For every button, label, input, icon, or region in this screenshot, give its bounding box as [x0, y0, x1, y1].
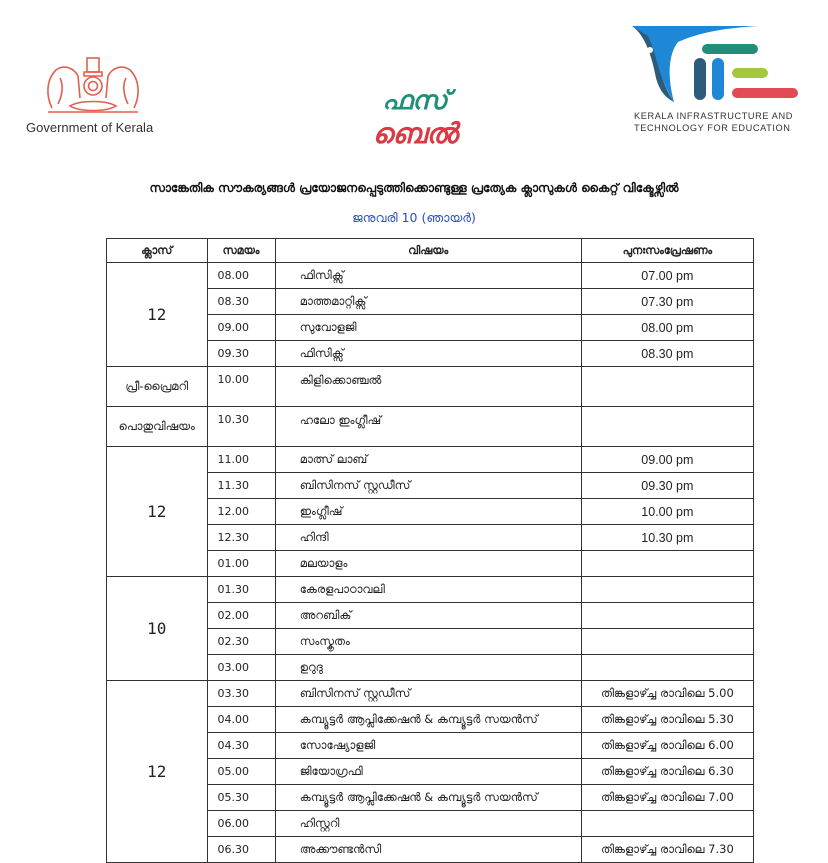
- time-cell: 10.30: [207, 407, 275, 447]
- subject-cell: കിളിക്കൊഞ്ചൽ: [275, 367, 581, 407]
- kite-logo-text: [634, 110, 793, 134]
- gov-label: Government of Kerala: [26, 120, 154, 135]
- time-cell: 03.00: [207, 655, 275, 681]
- time-cell: 03.30: [207, 681, 275, 707]
- header-time: സമയം: [207, 239, 275, 263]
- time-cell: 11.30: [207, 473, 275, 499]
- first-bell-logo: [355, 85, 475, 160]
- kite-text-line2: TECHNOLOGY FOR EDUCATION: [634, 123, 791, 133]
- schedule-body: [107, 263, 754, 863]
- time-cell: 12.30: [207, 525, 275, 551]
- time-cell: 09.00: [207, 315, 275, 341]
- time-cell: 05.30: [207, 785, 275, 811]
- subject-cell: ഹലോ ഇംഗ്ലീഷ്: [275, 407, 581, 447]
- subject-cell: അറബിക്: [275, 603, 581, 629]
- subject-cell: സോഷ്യോളജി: [275, 733, 581, 759]
- table-row: [107, 407, 754, 447]
- class-cell: 10: [107, 577, 208, 681]
- subject-cell: മലയാളം: [275, 551, 581, 577]
- time-cell: 10.00: [207, 367, 275, 407]
- subject-cell: ഇംഗ്ലീഷ്: [275, 499, 581, 525]
- subject-cell: ജിയോഗ്രഫി: [275, 759, 581, 785]
- rerun-cell: [581, 551, 753, 577]
- rerun-cell: 10.30 pm: [581, 525, 753, 551]
- time-cell: 09.30: [207, 341, 275, 367]
- rerun-cell: [581, 629, 753, 655]
- class-cell: 12: [107, 681, 208, 863]
- subject-cell: കമ്പ്യൂട്ടർ ആപ്ലിക്കേഷൻ & കമ്പ്യൂട്ടർ സയൻസ്: [275, 785, 581, 811]
- subject-cell: ഉറുദു: [275, 655, 581, 681]
- time-cell: 01.00: [207, 551, 275, 577]
- time-cell: 01.30: [207, 577, 275, 603]
- header-subject: വിഷയം: [275, 239, 581, 263]
- first-bell-logo-line1: ഫസ്: [382, 86, 448, 116]
- rerun-cell: തിങ്കളാഴ്ച്ച രാവിലെ 6.00: [581, 733, 753, 759]
- rerun-cell: 09.30 pm: [581, 473, 753, 499]
- subject-cell: സംസ്കൃതം: [275, 629, 581, 655]
- rerun-cell: തിങ്കളാഴ്ച്ച രാവിലെ 5.00: [581, 681, 753, 707]
- kite-text-line1: KERALA INFRASTRUCTURE AND: [634, 111, 793, 121]
- rerun-cell: [581, 407, 753, 447]
- time-cell: 02.30: [207, 629, 275, 655]
- table-row: [107, 447, 754, 473]
- rerun-cell: തിങ്കളാഴ്ച്ച രാവിലെ 6.30: [581, 759, 753, 785]
- class-cell: പ്രീ-പ്രൈമറി: [107, 367, 208, 407]
- rerun-cell: തിങ്കളാഴ്ച്ച രാവിലെ 7.30: [581, 837, 753, 863]
- time-cell: 02.00: [207, 603, 275, 629]
- subject-cell: കമ്പ്യൂട്ടർ ആപ്ലിക്കേഷൻ & കമ്പ്യൂട്ടർ സയൻസ്: [275, 707, 581, 733]
- table-row: [107, 367, 754, 407]
- subject-cell: അക്കൗണ്ടൻസി: [275, 837, 581, 863]
- subject-cell: ഹിന്ദി: [275, 525, 581, 551]
- time-cell: 06.30: [207, 837, 275, 863]
- rerun-cell: 07.00 pm: [581, 263, 753, 289]
- time-cell: 08.30: [207, 289, 275, 315]
- table-row: [107, 263, 754, 289]
- rerun-cell: തിങ്കളാഴ്ച്ച രാവിലെ 5.30: [581, 707, 753, 733]
- time-cell: 11.00: [207, 447, 275, 473]
- subject-cell: ഫിസിക്സ്: [275, 341, 581, 367]
- page-title: സാങ്കേതിക സൗകര്യങ്ങൾ പ്രയോജനപ്പെടുത്തിക്കൊണ്ടുള്ള പ്രത്യേക ക്ലാസുകൾ കൈറ്റ് വിക്ടേഴ്സിൽ: [149, 181, 679, 195]
- header-rerun: പുനഃസംപ്രേഷണം: [581, 239, 753, 263]
- subject-cell: മാത്തമാറ്റിക്സ്: [275, 289, 581, 315]
- subject-cell: സുവോളജി: [275, 315, 581, 341]
- schedule-date: ജനുവരി 10 (ഞായർ): [352, 210, 476, 225]
- rerun-cell: [581, 655, 753, 681]
- class-cell: 12: [107, 263, 208, 367]
- time-cell: 04.30: [207, 733, 275, 759]
- first-bell-logo-line2: ബെൽ: [372, 117, 458, 150]
- kite-logo-icon: [630, 22, 800, 104]
- table-row: [107, 577, 754, 603]
- class-cell: 12: [107, 447, 208, 577]
- schedule-table: [106, 238, 754, 863]
- subject-cell: ഹിസ്റ്ററി: [275, 811, 581, 837]
- rerun-cell: 10.00 pm: [581, 499, 753, 525]
- header-class: ക്ലാസ്: [107, 239, 208, 263]
- rerun-cell: [581, 811, 753, 837]
- rerun-cell: [581, 603, 753, 629]
- subject-cell: കേരളപാഠാവലി: [275, 577, 581, 603]
- rerun-cell: [581, 367, 753, 407]
- table-header-row: [107, 239, 754, 263]
- time-cell: 12.00: [207, 499, 275, 525]
- table-row: [107, 681, 754, 707]
- rerun-cell: 09.00 pm: [581, 447, 753, 473]
- time-cell: 04.00: [207, 707, 275, 733]
- class-cell: പൊതുവിഷയം: [107, 407, 208, 447]
- subject-cell: മാത്സ് ലാബ്: [275, 447, 581, 473]
- rerun-cell: തിങ്കളാഴ്ച്ച രാവിലെ 7.00: [581, 785, 753, 811]
- kerala-emblem-icon: [40, 48, 146, 118]
- rerun-cell: 07.30 pm: [581, 289, 753, 315]
- rerun-cell: 08.30 pm: [581, 341, 753, 367]
- rerun-cell: 08.00 pm: [581, 315, 753, 341]
- time-cell: 05.00: [207, 759, 275, 785]
- subject-cell: ബിസിനസ് സ്റ്റഡീസ്: [275, 473, 581, 499]
- rerun-cell: [581, 577, 753, 603]
- subject-cell: ഫിസിക്സ്: [275, 263, 581, 289]
- time-cell: 06.00: [207, 811, 275, 837]
- subject-cell: ബിസിനസ് സ്റ്റഡീസ്: [275, 681, 581, 707]
- time-cell: 08.00: [207, 263, 275, 289]
